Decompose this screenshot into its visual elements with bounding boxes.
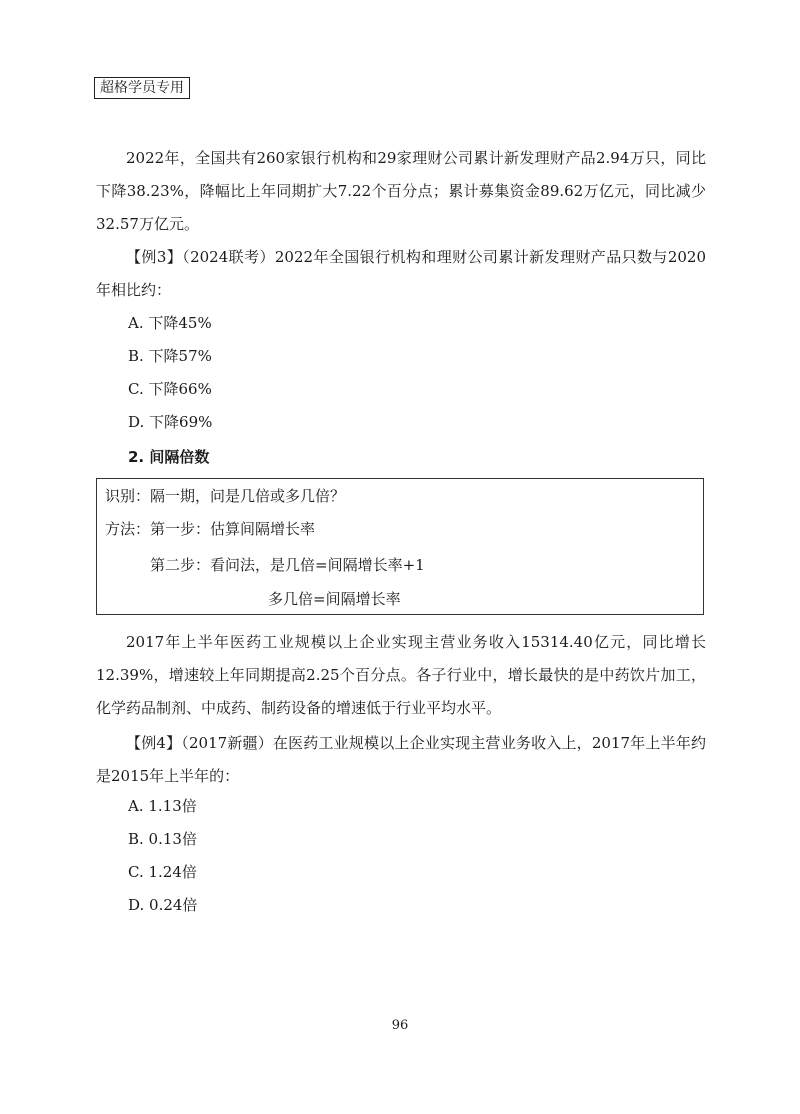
paragraph-financial-products: 2022年，全国共有260家银行机构和29家理财公司累计新发理财产品2.94万只，同比下降38.23%，降幅比上年同期扩大7.22个百分点；累计募集资金89.62万亿元，同比减少32.57万亿元。 bbox=[96, 149, 706, 233]
method-identify: 识别：隔一期，问是几倍或多几倍？ bbox=[105, 487, 346, 505]
example-4-option-b: B. 0.13倍 bbox=[128, 830, 197, 848]
example-4-option-a: A. 1.13倍 bbox=[128, 797, 197, 815]
section-title: 2. 间隔倍数 bbox=[128, 448, 210, 466]
page-number: 96 bbox=[391, 1018, 409, 1033]
method-step-1: 方法：第一步：估算间隔增长率 bbox=[105, 520, 316, 538]
example-4-option-d: D. 0.24倍 bbox=[128, 896, 198, 914]
method-step-2b: 多几倍=间隔增长率 bbox=[268, 590, 401, 608]
example-3-option-a: A. 下降45% bbox=[128, 314, 212, 332]
example-3-option-d: D. 下降69% bbox=[128, 413, 213, 431]
method-box bbox=[96, 478, 704, 615]
example-3-option-c: C. 下降66% bbox=[128, 380, 212, 398]
example-4-option-c: C. 1.24倍 bbox=[128, 863, 197, 881]
header-tag: 超格学员专用 bbox=[94, 77, 190, 99]
paragraph-pharma-industry: 2017年上半年医药工业规模以上企业实现主营业务收入15314.40亿元，同比增长12.39%，增速较上年同期提高2.25个百分点。各子行业中，增长最快的是中药饮片加工，化学药品制剂、中成药、制药设备的增速低于行业平均水平。 bbox=[96, 633, 706, 717]
example-4-question: 【例4】（2017新疆）在医药工业规模以上企业实现主营业务收入上，2017年上半年约是2015年上半年的： bbox=[96, 734, 706, 785]
method-step-2: 第二步：看问法，是几倍=间隔增长率+1 bbox=[150, 556, 425, 574]
example-3-question: 【例3】（2024联考）2022年全国银行机构和理财公司累计新发理财产品只数与2020年相比约： bbox=[96, 248, 706, 299]
example-3-option-b: B. 下降57% bbox=[128, 347, 212, 365]
